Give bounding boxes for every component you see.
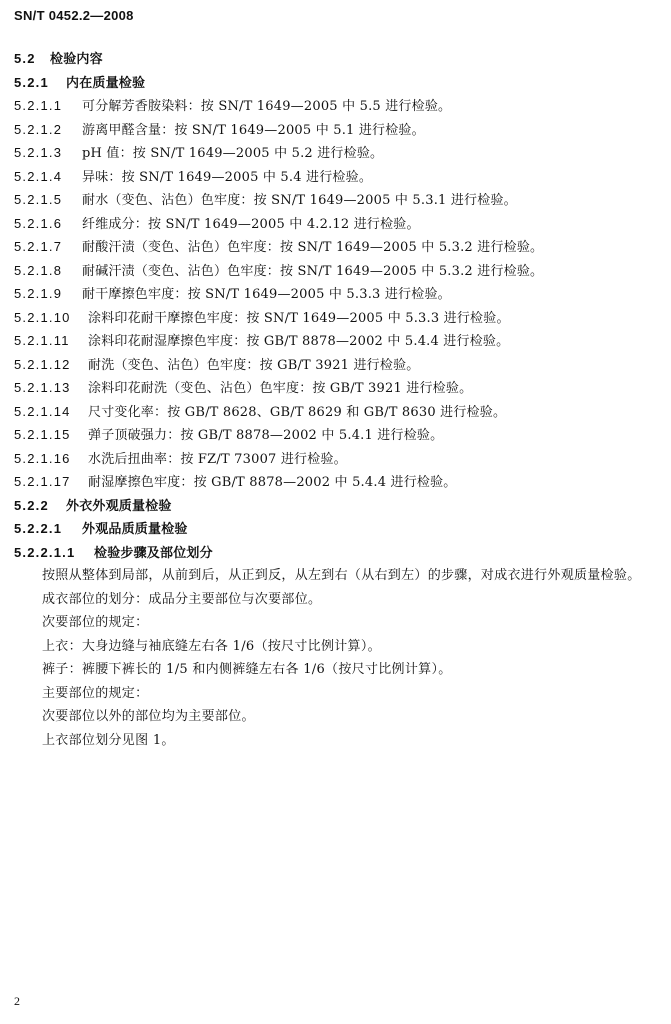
clause-number: 5.2.1.8 [14,262,63,278]
clause-text: 检验内容 [50,52,103,67]
clause-text: 可分解芳香胺染料：按 SN/T 1649—2005 中 5.5 进行检验。 [82,99,452,114]
clause-number: 5.2.1.11 [14,333,70,348]
clause-text: 外观品质质量检验 [82,522,188,537]
body-paragraph: 上衣：大身边缝与袖底缝左右各 1/6（按尺寸比例计算）。 [42,638,381,654]
page-number: 2 [14,994,20,1008]
clause-line [14,285,451,304]
clause-line [14,238,543,257]
clause-number: 5.2.1.6 [14,215,63,231]
clause-text: 外衣外观质量检验 [66,498,172,514]
clause-line [14,473,457,492]
clause-text: 涂料印花耐干摩擦色牢度：按 SN/T 1649—2005 中 5.3.3 进行检验。 [88,310,510,326]
clause-line [14,544,213,563]
clause-number: 5.2.1.16 [14,450,71,466]
clause-number: 5.2.1 [14,74,49,90]
clause-text: 涂料印花耐洗（变色、沾色）色牢度：按 GB/T 3921 进行检验。 [88,381,473,396]
clause-line [14,520,188,539]
clause-line [14,497,172,516]
clause-line [14,144,383,163]
clause-line [14,356,419,375]
document-header: SN/T 0452.2—2008 [14,8,134,23]
clause-line [14,426,443,445]
clause-line [14,379,472,398]
clause-text: 耐湿摩擦色牢度：按 GB/T 8878—2002 中 5.4.4 进行检验。 [88,475,457,490]
clause-number: 5.2.1.12 [14,356,71,372]
clause-number: 5.2.2.1.1 [14,544,76,560]
clause-number: 5.2.1.13 [14,380,71,395]
body-paragraph: 裤子：裤腰下裤长的 1/5 和内侧裤缝左右各 1/6（按尺寸比例计算）。 [42,662,452,677]
clause-text: 尺寸变化率：按 GB/T 8628、GB/T 8629 和 GB/T 8630 进行检验。 [88,404,507,420]
clause-number: 5.2.1.1 [14,98,63,113]
body-paragraph: 成衣部位的划分：成品分主要部位与次要部位。 [42,591,322,607]
clause-text: 游离甲醛含量：按 SN/T 1649—2005 中 5.1 进行检验。 [82,122,425,138]
clause-line [14,191,517,210]
clause-text: 耐酸汗渍（变色、沾色）色牢度：按 SN/T 1649—2005 中 5.3.2 进行检验。 [82,240,544,255]
clause-line [14,332,509,351]
clause-number: 5.2.1.4 [14,168,63,184]
clause-text: 纤维成分：按 SN/T 1649—2005 中 4.2.12 进行检验。 [82,216,420,232]
clause-number: 5.2.1.14 [14,403,71,419]
clause-number: 5.2.1.2 [14,121,63,137]
clause-line [14,97,451,116]
clause-line [14,121,425,140]
clause-line [14,215,420,234]
clause-text: 水洗后扭曲率：按 FZ/T 73007 进行检验。 [88,451,347,467]
body-paragraph: 次要部位的规定： [42,615,149,630]
body-paragraph: 按照从整体到局部，从前到后，从正到反，从左到右（从右到左）的步骤，对成衣进行外观质量检验。 [42,568,641,583]
clause-text: 内在质量检验 [66,75,146,91]
body-paragraph: 上衣部位划分见图 1。 [42,732,175,748]
clause-line [14,262,543,281]
clause-number: 5.2.1.5 [14,192,63,207]
clause-number: 5.2.1.9 [14,286,63,301]
clause-number: 5.2.1.3 [14,145,63,160]
clause-number: 5.2.2 [14,497,49,513]
clause-text: 耐干摩擦色牢度：按 SN/T 1649—2005 中 5.3.3 进行检验。 [82,287,451,302]
clause-line [14,74,145,93]
clause-text: 耐洗（变色、沾色）色牢度：按 GB/T 3921 进行检验。 [88,357,420,373]
clause-text: 耐碱汗渍（变色、沾色）色牢度：按 SN/T 1649—2005 中 5.3.2 进行检验。 [82,263,544,279]
clause-number: 5.2 [14,51,36,66]
clause-number: 5.2.1.15 [14,427,71,442]
body-paragraph: 主要部位的规定： [42,685,149,701]
body-paragraph: 次要部位以外的部位均为主要部位。 [42,709,255,724]
clause-line [14,309,510,328]
clause-text: 耐水（变色、沾色）色牢度：按 SN/T 1649—2005 中 5.3.1 进行检验。 [82,193,517,208]
clause-text: 检验步骤及部位划分 [94,545,213,561]
clause-number: 5.2.1.10 [14,309,71,325]
clause-number: 5.2.2.1 [14,521,63,536]
clause-line [14,168,372,187]
clause-line [14,450,347,469]
clause-number: 5.2.1.7 [14,239,63,254]
clause-text: 异味：按 SN/T 1649—2005 中 5.4 进行检验。 [82,169,373,185]
clause-text: 弹子顶破强力：按 GB/T 8878—2002 中 5.4.1 进行检验。 [88,428,444,443]
clause-line [14,403,506,422]
clause-text: 涂料印花耐湿摩擦色牢度：按 GB/T 8878—2002 中 5.4.4 进行检验。 [88,334,510,349]
clause-text: pH 值：按 SN/T 1649—2005 中 5.2 进行检验。 [82,146,384,161]
clause-number: 5.2.1.17 [14,474,71,489]
clause-line [14,50,103,69]
